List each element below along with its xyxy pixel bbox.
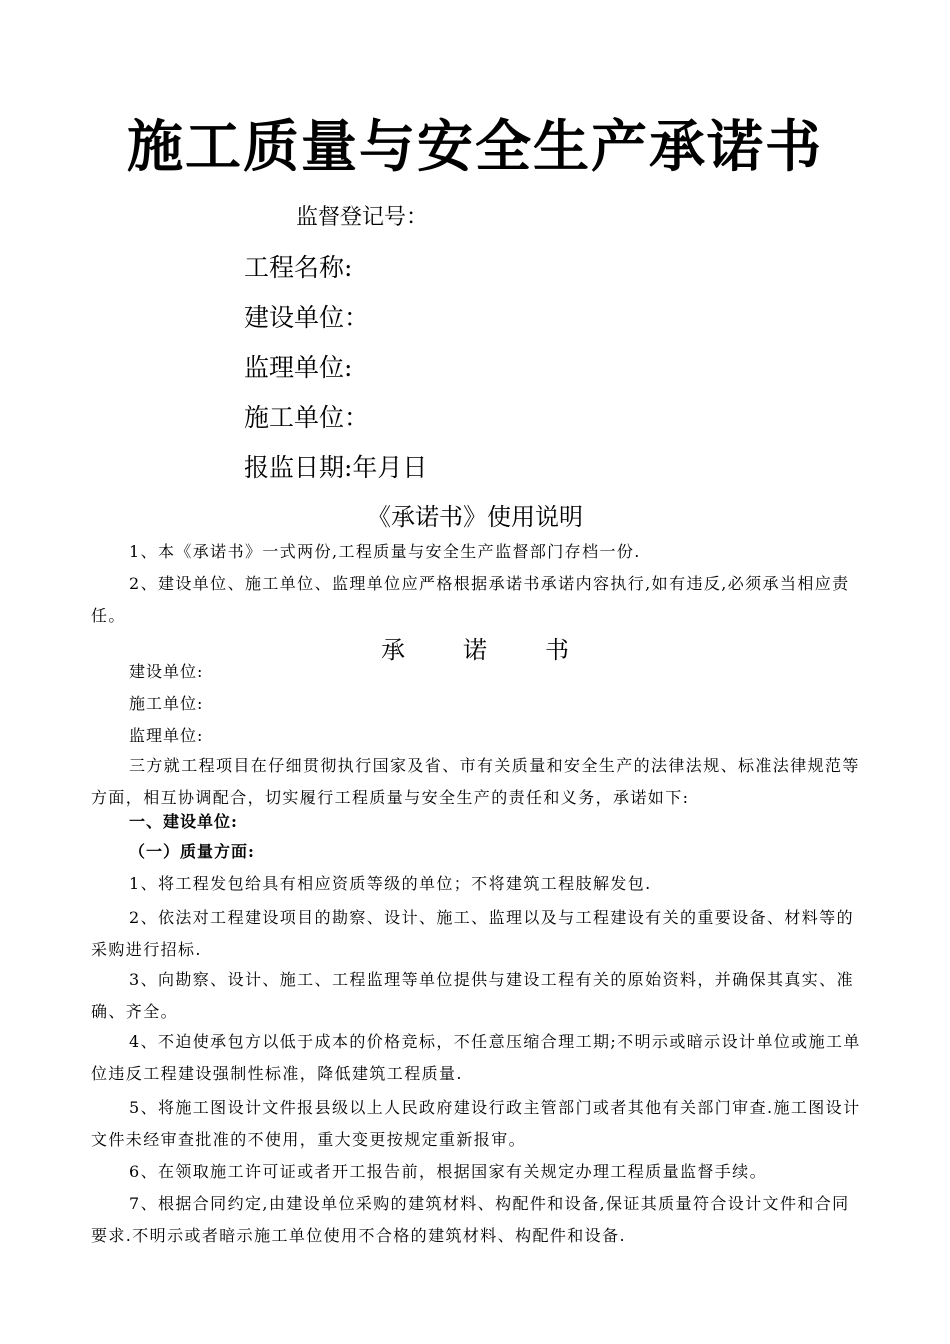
field-contractor-unit: 施工单位： <box>244 403 370 432</box>
pledge-intro: 三方就工程项目在仔细贯彻执行国家及省、市有关质量和安全生产的法律法规、标准法律规范等方面，相互协调配合，切实履行工程质量与安全生产的责任和义务，承诺如下: <box>91 756 860 807</box>
pledge-item: 2、依法对工程建设项目的勘察、设计、施工、监理以及与工程建设有关的重要设备、材料等的采购进行招标. <box>91 908 854 959</box>
pledge-item: 3、向勘察、设计、施工、工程监理等单位提供与建设工程有关的原始资料，并确保其真实、准确、齐全。 <box>91 970 854 1021</box>
pledge-item: 5、将施工图设计文件报县级以上人民政府建设行政主管部门或者其他有关部门审查.施工图设计文件未经审查批准的不使用，重大变更按规定重新报审。 <box>91 1098 861 1149</box>
field-supervision-unit: 监理单位: <box>244 353 353 382</box>
party-construction-unit: 建设单位: <box>129 662 204 681</box>
section-heading: 一、建设单位: <box>129 812 238 831</box>
instruction-item: 1、本《承诺书》一式两份,工程质量与安全生产监督部门存档一份. <box>129 542 641 561</box>
instructions-heading: 《承诺书》使用说明 <box>367 503 583 531</box>
instruction-item: 2、建设单位、施工单位、监理单位应严格根据承诺书承诺内容执行,如有违反,必须承当相应责任。 <box>91 574 850 625</box>
field-report-date: 报监日期:年月日 <box>244 453 428 482</box>
pledge-item: 6、在领取施工许可证或者开工报告前，根据国家有关规定办理工程质量监督手续。 <box>129 1162 767 1181</box>
pledge-item: 4、不迫使承包方以低于成本的价格竞标，不任意压缩合理工期;不明示或暗示设计单位或施工单位违反工程建设强制性标准，降低建筑工程质量. <box>91 1032 861 1083</box>
registration-number-label: 监督登记号： <box>296 205 429 230</box>
field-project-name: 工程名称: <box>244 253 353 282</box>
party-contractor-unit: 施工单位: <box>129 694 204 713</box>
pledge-item: 7、根据合同约定,由建设单位采购的建筑材料、构配件和设备,保证其质量符合设计文件和合同要求.不明示或者暗示施工单位使用不合格的建筑材料、构配件和设备. <box>91 1194 850 1245</box>
field-construction-unit: 建设单位： <box>244 303 370 332</box>
document-title: 施工质量与安全生产承诺书 <box>127 114 823 180</box>
pledge-heading: 承诺书 <box>381 636 627 664</box>
subsection-heading: （一）质量方面: <box>129 842 255 861</box>
party-supervision-unit: 监理单位: <box>129 726 204 745</box>
pledge-item: 1、将工程发包给具有相应资质等级的单位；不将建筑工程肢解发包. <box>129 874 652 893</box>
